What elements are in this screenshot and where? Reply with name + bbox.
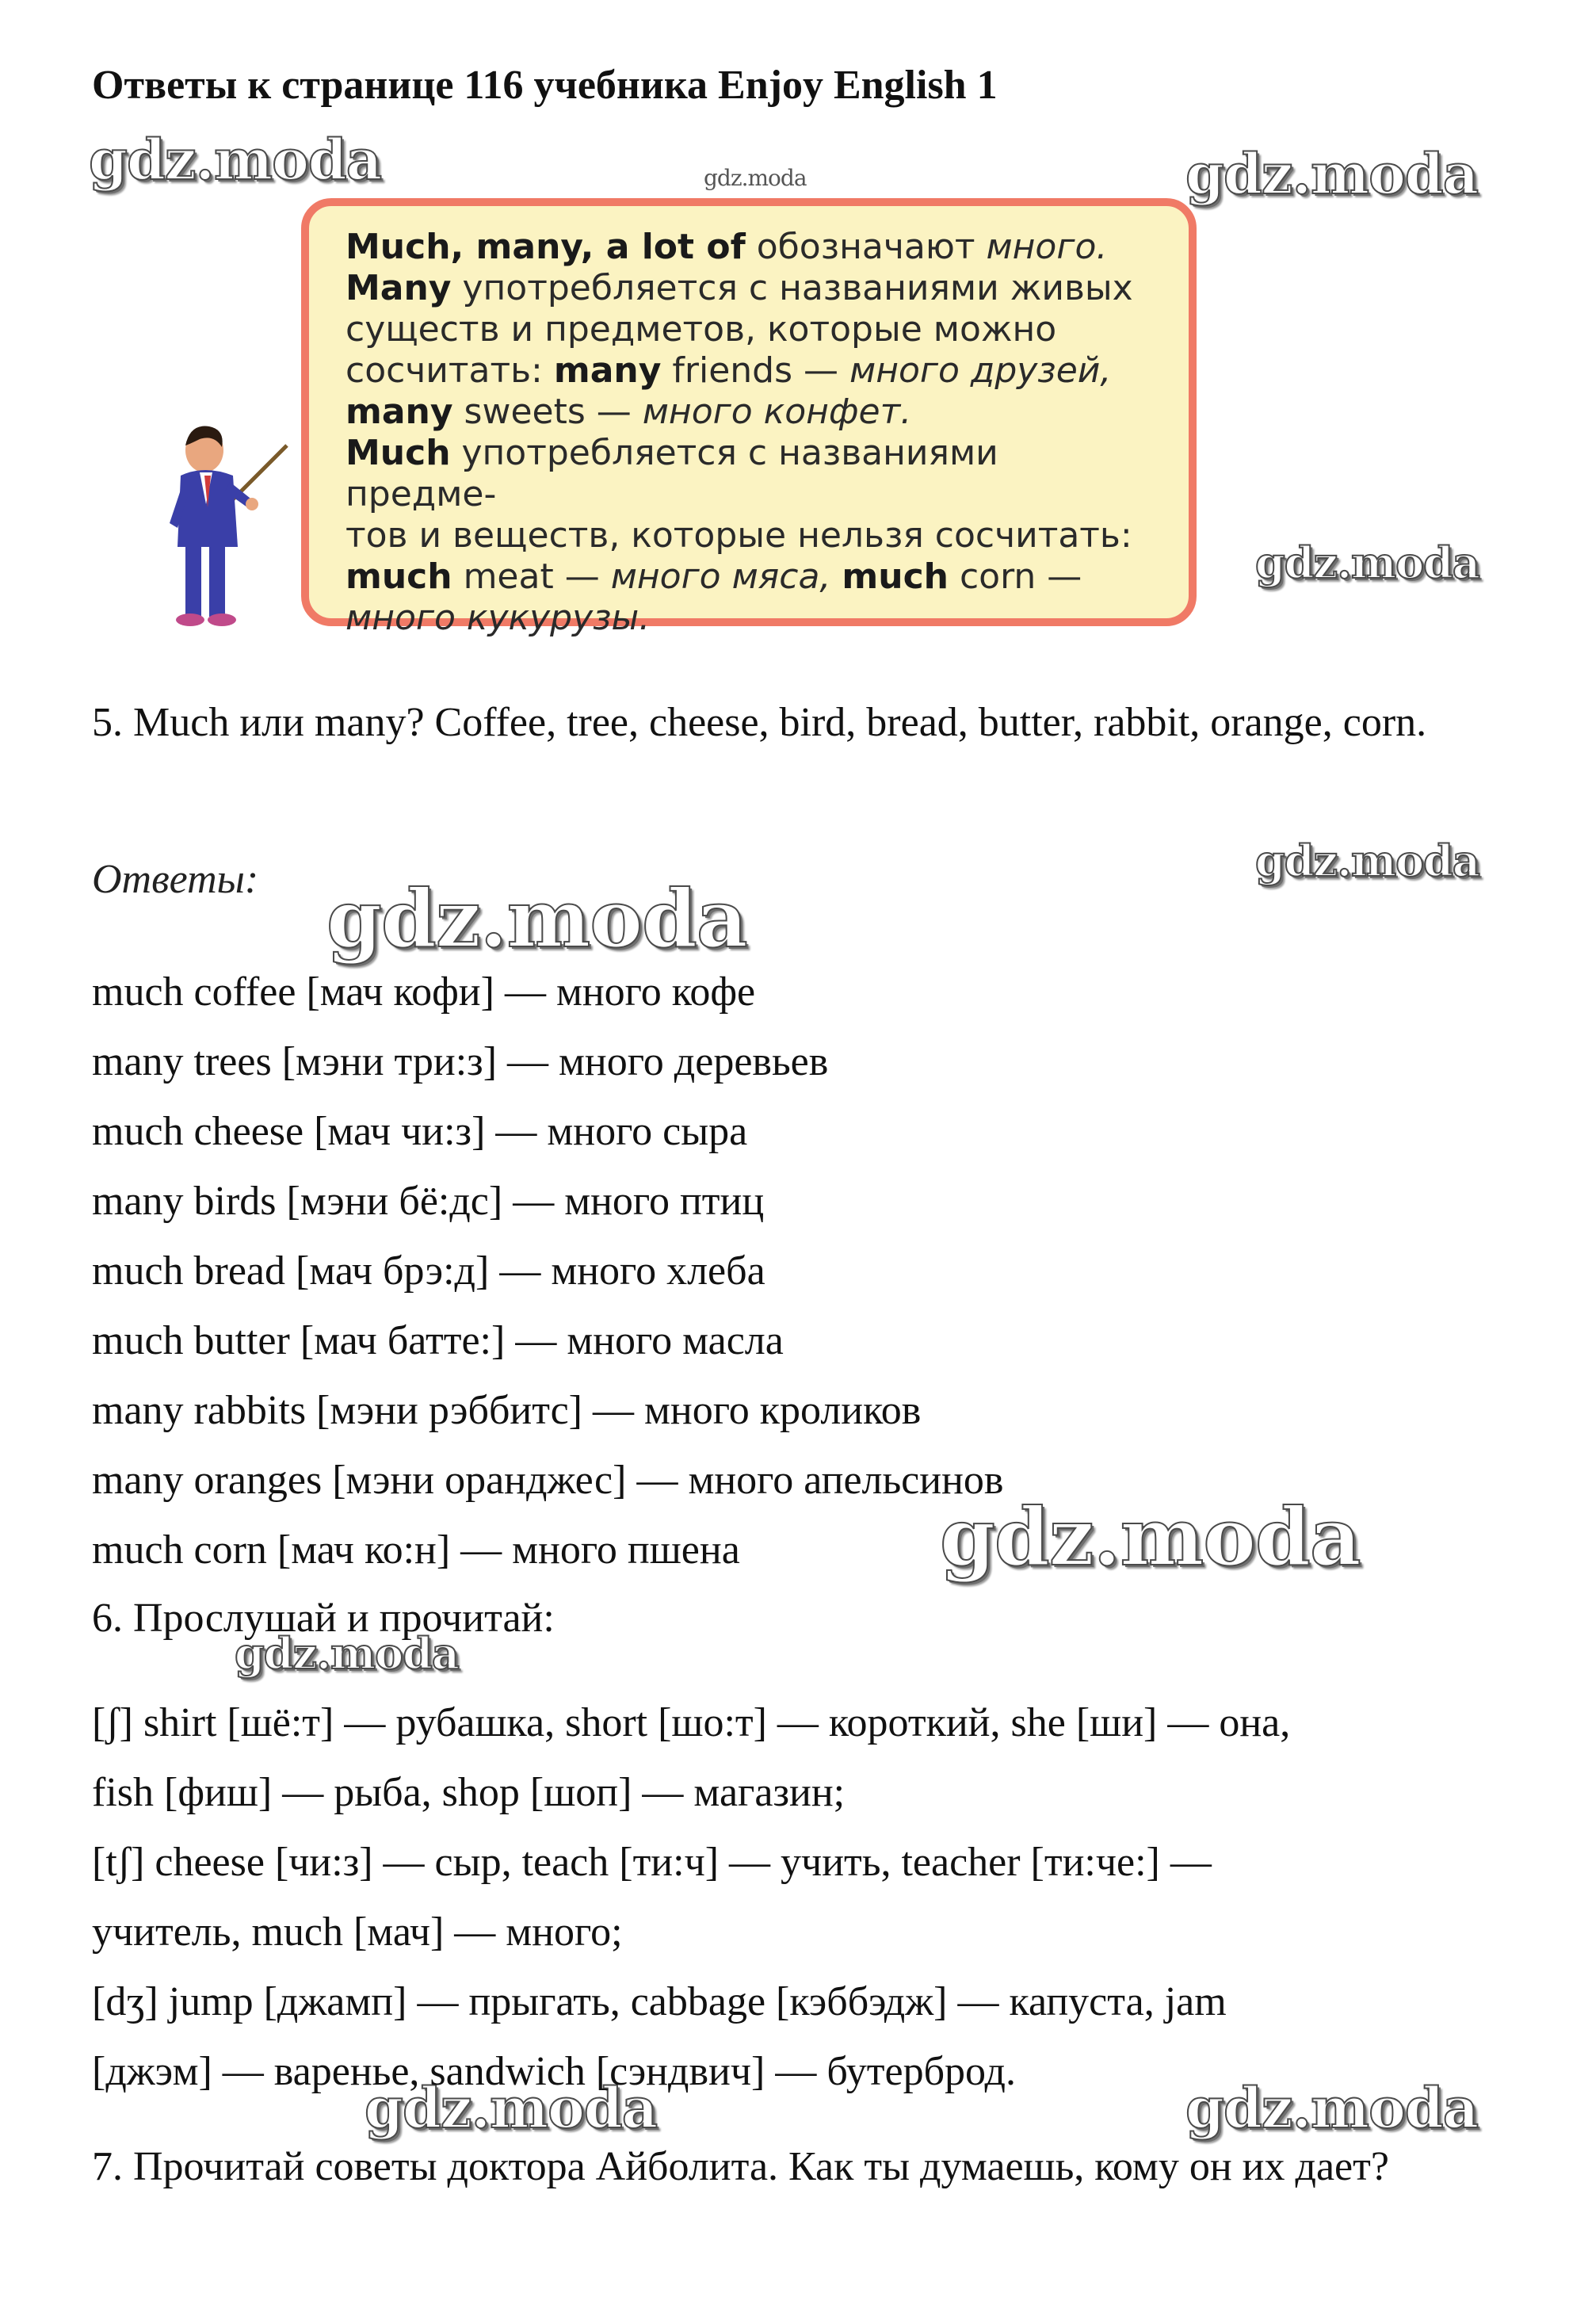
answers-label: Ответы: — [92, 857, 259, 902]
phonetics-line: учитель, much [мач] — много; — [92, 1909, 623, 1955]
rule-line: тов и веществ, которые нельзя сосчитать: — [345, 515, 1132, 556]
watermark: gdz.moda — [704, 165, 807, 191]
page-title: Ответы к странице 116 учебника Enjoy English 1 — [92, 63, 998, 108]
watermark: gdz.moda — [1185, 141, 1479, 207]
watermark: gdz.moda — [1185, 2075, 1479, 2141]
phonetics-line: [джэм] — варенье, sandwich [сэндвич] — бутерброд. — [92, 2049, 1017, 2094]
rule-line: сосчитать: many friends — много друзей, — [345, 350, 1112, 391]
watermark: gdz.moda — [89, 127, 382, 193]
phonetics-line: fish [фиш] — рыба, shop [шоп] — магазин; — [92, 1770, 846, 1815]
watermark: gdz.moda — [235, 1628, 459, 1679]
answer-line: much butter [мач батте:] — много масла — [92, 1318, 784, 1363]
phonetics-list — [92, 1688, 1518, 2107]
task-5-text: 5. Much или many? Coffee, tree, cheese, bird, bread, butter, rabbit, orange, corn. — [92, 700, 1427, 745]
rule-line: much meat — много мяса, much corn — — [345, 556, 1082, 597]
answer-line: much coffee [мач кофи] — много кофе — [92, 969, 756, 1015]
rule-box — [301, 198, 1197, 638]
rule-line: Much, many, a lot of обозначают много. — [345, 227, 1108, 267]
answer-line: much cheese [мач чи:з] — много сыра — [92, 1109, 748, 1154]
rule-line: Much употребляется с названиями предме- — [345, 433, 998, 514]
phonetics-line: [tʃ] cheese [чи:з] — сыр, teach [ти:ч] — учить, teacher [ти:че:] — — [92, 1840, 1212, 1885]
watermark: gdz.moda — [940, 1490, 1361, 1584]
task-6-title: 6. Прослушай и прочитай: — [92, 1596, 555, 1641]
task-7-text: 7. Прочитай советы доктора Айболита. Как ты думаешь, кому он их дает? — [92, 2144, 1389, 2189]
answer-line: many oranges [мэни оранджес] — много апельсинов — [92, 1458, 1004, 1503]
answer-line: many birds [мэни бё:дс] — много птиц — [92, 1179, 765, 1224]
watermark: gdz.moda — [326, 872, 747, 965]
rule-line: Many употребляется с названиями живых — [345, 268, 1133, 308]
rule-line: существ и предметов, которые можно — [345, 309, 1057, 350]
answer-line: much corn [мач ко:н] — много пшена — [92, 1527, 740, 1573]
phonetics-line: [ʃ] shirt [шё:т] — рубашка, short [шо:т] — короткий, she [ши] — она, — [92, 1700, 1291, 1745]
watermark: gdz.moda — [1255, 835, 1479, 886]
phonetics-line: [dʒ] jump [джамп] — прыгать, cabbage [кэббэдж] — капуста, jam — [92, 1979, 1227, 2024]
answers-list — [92, 958, 1003, 1585]
teacher-illustration — [158, 412, 301, 634]
rule-line: много кукурузы. — [345, 598, 651, 638]
watermark: gdz.moda — [1255, 537, 1479, 588]
answer-line: many trees [мэни три:з] — много деревьев — [92, 1039, 829, 1084]
rule-line: many sweets — много конфет. — [345, 392, 912, 432]
answer-line: many rabbits [мэни рэббитс] — много кроликов — [92, 1388, 922, 1433]
answer-line: much bread [мач брэ:д] — много хлеба — [92, 1248, 765, 1294]
watermark: gdz.moda — [365, 2075, 658, 2141]
